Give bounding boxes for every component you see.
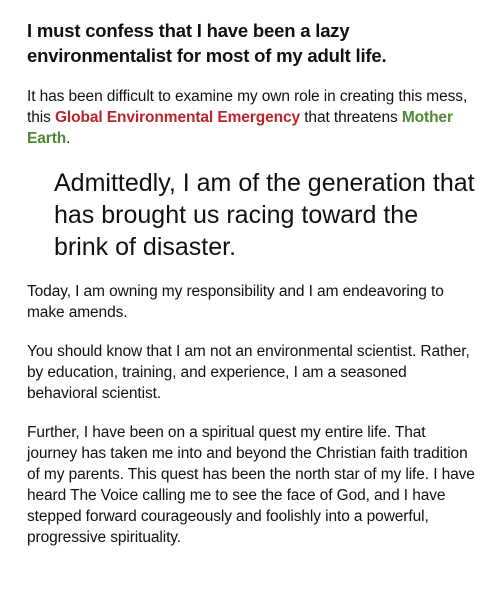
intro-heading: I must confess that I have been a lazy environmentalist for most of my adult life. — [27, 20, 387, 66]
global-environmental-emergency-highlight: Global Environmental Emergency — [54, 109, 301, 126]
pull-quote: Admittedly, I am of the generation that has brought us racing toward the brink of disaster. — [54, 169, 475, 261]
paragraph-behavioral-scientist: You should know that I am not an environmental scientist. Rather, by education, training, and experience, I am a seasoned behavioral scientist. — [27, 343, 470, 402]
paragraph-responsibility: Today, I am owning my responsibility and I am endeavoring to make amends. — [27, 283, 444, 321]
mother-earth-highlight: Mother Earth — [27, 109, 453, 147]
paragraph-spiritual-quest: Further, I have been on a spiritual quest my entire life. That journey has taken me into and beyond the Christian faith tradition of my parents. This quest has been the north star of my life. I have heard The Voice calling me to see the face of God, and I have stepped forward courageously and foolishly into a powerful, progressive spirituality. — [27, 424, 475, 546]
paragraph-emergency — [27, 86, 476, 149]
paragraph-emergency-text-start: It has been difficult to examine my own role in creating this mess, this — [27, 88, 468, 126]
paragraph-emergency-text-end: . — [66, 130, 71, 147]
paragraph-emergency-text-middle: that threatens — [300, 109, 402, 126]
